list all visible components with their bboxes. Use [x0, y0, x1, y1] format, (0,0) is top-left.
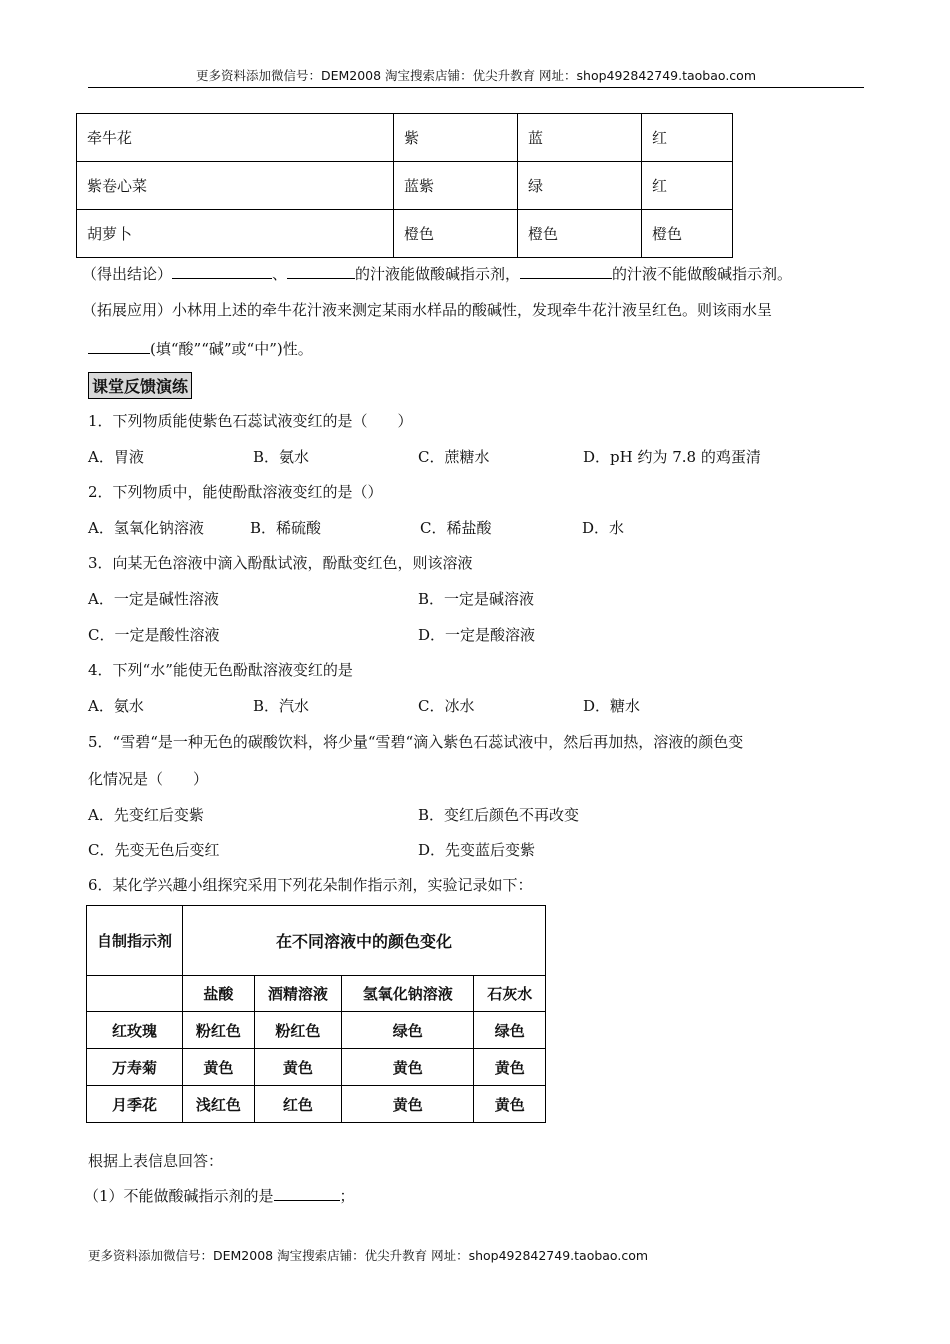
table-cell: 粉红色 — [254, 1012, 341, 1049]
answer-blank — [287, 264, 355, 279]
table-cell: 盐酸 — [183, 976, 255, 1012]
flower-indicator-table — [86, 905, 546, 1123]
table-cell: 蓝紫 — [394, 162, 518, 210]
table-cell: 胡萝卜 — [77, 210, 394, 258]
table-cell: 红色 — [254, 1086, 341, 1123]
application-line-2: (填“酸”“碱”或“中”)性。 — [88, 338, 313, 359]
table-cell: 紫 — [394, 114, 518, 162]
question-1-stem: 1．下列物质能使紫色石蕊试液变红的是（ ） — [88, 412, 413, 430]
flower-indicator-table-image — [86, 905, 546, 1123]
page-footer: 更多资料添加微信号：DEM2008 淘宝搜索店铺：优尖升教育 网址：shop492842749.taobao.com — [88, 1248, 649, 1263]
conclusion-line: （得出结论） 、 的汁液能做酸碱指示剂， 的汁液不能做酸碱指示剂。 — [82, 265, 793, 283]
q1-option-d: D．pH 约为 7.8 的鸡蛋清 — [583, 448, 761, 466]
table-cell: 红 — [642, 162, 733, 210]
q5-option-a: A．先变红后变紫 — [88, 806, 204, 824]
table-cell: 绿 — [518, 162, 642, 210]
table-cell: 自制指示剂 — [87, 906, 183, 976]
q1-option-b: B．氨水 — [253, 448, 310, 466]
indicator-table — [76, 113, 733, 258]
table-cell: 橙色 — [394, 210, 518, 258]
question-4-stem: 4．下列“水”能使无色酚酞溶液变红的是 — [88, 661, 353, 679]
section-title: 课堂反馈演练 — [88, 372, 192, 399]
table-cell: 粉红色 — [183, 1012, 255, 1049]
question-3-stem: 3．向某无色溶液中滴入酚酞试液，酚酞变红色，则该溶液 — [88, 554, 473, 572]
table-cell: 浅红色 — [183, 1086, 255, 1123]
table-cell: 石灰水 — [474, 976, 546, 1012]
table-row — [87, 1086, 546, 1123]
table-row — [87, 976, 546, 1012]
table-cell: 黄色 — [183, 1049, 255, 1086]
page-header: 更多资料添加微信号：DEM2008 淘宝搜索店铺：优尖升教育 网址：shop492842749.taobao.com — [88, 66, 864, 88]
q1-option-c: C．蔗糖水 — [418, 448, 490, 466]
table-cell — [87, 976, 183, 1012]
q2-option-d: D．水 — [582, 519, 625, 537]
table-row — [87, 1012, 546, 1049]
q4-option-c: C．冰水 — [418, 697, 475, 715]
table-row — [87, 1049, 546, 1086]
table-cell: 黄色 — [474, 1086, 546, 1123]
table-cell: 黄色 — [342, 1086, 474, 1123]
table-cell: 月季花 — [87, 1086, 183, 1123]
table-cell: 紫卷心菜 — [77, 162, 394, 210]
answer-blank — [274, 1186, 340, 1201]
q1-option-a: A．胃液 — [88, 448, 144, 466]
q3-option-a: A．一定是碱性溶液 — [88, 590, 219, 608]
table-cell: 氢氧化钠溶液 — [342, 976, 474, 1012]
question-6-stem: 6．某化学兴趣小组探究采用下列花朵制作指示剂，实验记录如下： — [88, 876, 533, 894]
table-row — [77, 162, 733, 210]
table-row — [77, 210, 733, 258]
table-cell: 黄色 — [474, 1049, 546, 1086]
q2-option-b: B．稀硫酸 — [250, 519, 322, 537]
answer-intro: 根据上表信息回答： — [88, 1152, 224, 1170]
table-cell: 绿色 — [342, 1012, 474, 1049]
question-5-stem-2: 化情况是（ ） — [88, 770, 209, 788]
table-cell: 红玫瑰 — [87, 1012, 183, 1049]
q4-option-a: A．氨水 — [88, 697, 144, 715]
table-cell: 橙色 — [518, 210, 642, 258]
table-cell: 黄色 — [254, 1049, 341, 1086]
q3-option-c: C．一定是酸性溶液 — [88, 626, 220, 644]
q4-option-d: D．糖水 — [583, 697, 641, 715]
q5-option-b: B．变红后颜色不再改变 — [418, 806, 580, 824]
table-cell: 牵牛花 — [77, 114, 394, 162]
table-row — [77, 114, 733, 162]
question-5-stem-1: 5．“雪碧“是一种无色的碳酸饮料，将少量“雪碧“滴入紫色石蕊试液中，然后再加热，溶液的颜色变 — [88, 733, 744, 751]
q3-option-b: B．一定是碱溶液 — [418, 590, 535, 608]
question-2-stem: 2．下列物质中，能使酚酞溶液变红的是（） — [88, 483, 383, 501]
table-cell: 红 — [642, 114, 733, 162]
table-row — [87, 906, 546, 976]
sub-question-1: （1）不能做酸碱指示剂的是 ； — [84, 1187, 355, 1205]
table-cell: 酒精溶液 — [254, 976, 341, 1012]
q3-option-d: D．一定是酸溶液 — [418, 626, 536, 644]
table-cell: 黄色 — [342, 1049, 474, 1086]
q5-option-c: C．先变无色后变红 — [88, 841, 220, 859]
answer-blank — [88, 339, 150, 354]
q4-option-b: B．汽水 — [253, 697, 310, 715]
table-cell: 橙色 — [642, 210, 733, 258]
application-line-1: （拓展应用）小林用上述的牵牛花汁液来测定某雨水样品的酸碱性，发现牵牛花汁液呈红色。则该雨水呈 — [82, 301, 773, 319]
table-cell: 在不同溶液中的颜色变化 — [183, 906, 546, 976]
answer-blank — [172, 264, 272, 279]
table-cell: 绿色 — [474, 1012, 546, 1049]
q2-option-c: C．稀盐酸 — [420, 519, 492, 537]
answer-blank — [520, 264, 612, 279]
table-cell: 蓝 — [518, 114, 642, 162]
q2-option-a: A．氢氧化钠溶液 — [88, 519, 204, 537]
table-cell: 万寿菊 — [87, 1049, 183, 1086]
q5-option-d: D．先变蓝后变紫 — [418, 841, 536, 859]
